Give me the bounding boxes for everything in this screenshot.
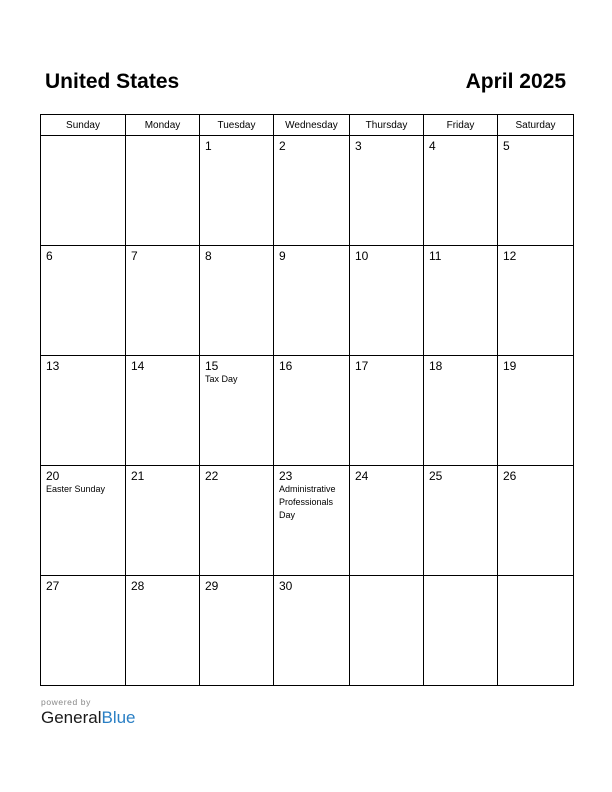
day-number: [126, 136, 199, 140]
day-number: [498, 576, 573, 580]
country-title: United States: [45, 70, 180, 93]
day-number: 19: [503, 359, 517, 373]
day-number: 26: [503, 469, 517, 483]
week-row: [41, 136, 574, 246]
day-cell: [41, 246, 126, 356]
day-number: 27: [46, 579, 60, 593]
day-cell: [274, 136, 350, 246]
day-number: 17: [355, 359, 369, 373]
weekday-saturday: Saturday: [498, 115, 574, 136]
day-cell: [350, 466, 424, 576]
day-cell: [424, 136, 498, 246]
empty-day-cell: [126, 136, 200, 246]
holiday-label: Easter Sunday: [46, 484, 106, 494]
day-cell: [200, 576, 274, 686]
week-row: [41, 576, 574, 686]
day-number: 9: [279, 249, 286, 263]
weekday-monday: Monday: [126, 115, 200, 136]
day-number: [350, 576, 423, 580]
day-cell: [200, 246, 274, 356]
day-cell: [350, 356, 424, 466]
day-cell: [498, 466, 574, 576]
day-number: 24: [355, 469, 369, 483]
day-number: 3: [355, 139, 362, 153]
day-cell: [498, 246, 574, 356]
day-cell: [274, 576, 350, 686]
day-number: 8: [205, 249, 212, 263]
weekday-wednesday: Wednesday: [274, 115, 350, 136]
empty-day-cell: [424, 576, 498, 686]
holiday-label: Tax Day: [205, 374, 238, 384]
day-cell: [498, 356, 574, 466]
day-cell: [126, 246, 200, 356]
week-row: [41, 246, 574, 356]
day-cell: [498, 136, 574, 246]
empty-day-cell: [498, 576, 574, 686]
day-number: 6: [46, 249, 53, 263]
day-number: 11: [429, 249, 442, 263]
day-cell: [41, 576, 126, 686]
day-number: 30: [279, 579, 293, 593]
day-number: 23: [279, 469, 293, 483]
holiday-label: Administrative Professionals Day: [279, 484, 336, 520]
day-cell: [424, 466, 498, 576]
day-cell: [424, 356, 498, 466]
powered-by-text: powered by: [41, 697, 91, 707]
day-cell: [126, 466, 200, 576]
day-cell: [200, 136, 274, 246]
day-number: 7: [131, 249, 138, 263]
day-cell: [424, 246, 498, 356]
day-cell: [274, 466, 350, 576]
month-year-title: April 2025: [465, 70, 566, 93]
day-cell: [200, 466, 274, 576]
day-cell: [41, 466, 126, 576]
day-number: 29: [205, 579, 219, 593]
empty-day-cell: [350, 576, 424, 686]
day-cell: [126, 576, 200, 686]
day-number: 13: [46, 359, 60, 373]
day-number: 5: [503, 139, 510, 153]
day-number: 25: [429, 469, 443, 483]
day-number: 28: [131, 579, 145, 593]
footer-branding: [41, 697, 136, 728]
day-number: 18: [429, 359, 443, 373]
day-cell: [350, 246, 424, 356]
day-cell: [126, 356, 200, 466]
day-number: [41, 136, 125, 140]
day-cell: [200, 356, 274, 466]
weekday-thursday: Thursday: [350, 115, 424, 136]
day-number: 12: [503, 249, 517, 263]
brand-blue: Blue: [101, 708, 136, 727]
day-cell: [41, 356, 126, 466]
day-number: 1: [205, 139, 212, 153]
brand-general: General: [41, 708, 102, 727]
empty-day-cell: [41, 136, 126, 246]
day-number: 4: [429, 139, 436, 153]
day-cell: [350, 136, 424, 246]
day-cell: [274, 356, 350, 466]
weekday-friday: Friday: [424, 115, 498, 136]
day-number: 2: [279, 139, 286, 153]
day-number: 20: [46, 469, 60, 483]
weekday-sunday: Sunday: [41, 115, 126, 136]
weekday-header-row: [41, 115, 574, 136]
day-number: 21: [131, 469, 145, 483]
day-number: 22: [205, 469, 219, 483]
calendar-grid: [40, 114, 574, 686]
calendar-header: [45, 70, 566, 100]
day-number: 16: [279, 359, 293, 373]
generalblue-logo[interactable]: [41, 708, 136, 728]
day-number: [424, 576, 497, 580]
week-row: [41, 466, 574, 576]
day-number: 15: [205, 359, 219, 373]
weekday-tuesday: Tuesday: [200, 115, 274, 136]
week-row: [41, 356, 574, 466]
day-cell: [274, 246, 350, 356]
day-number: 10: [355, 249, 369, 263]
day-number: 14: [131, 359, 145, 373]
